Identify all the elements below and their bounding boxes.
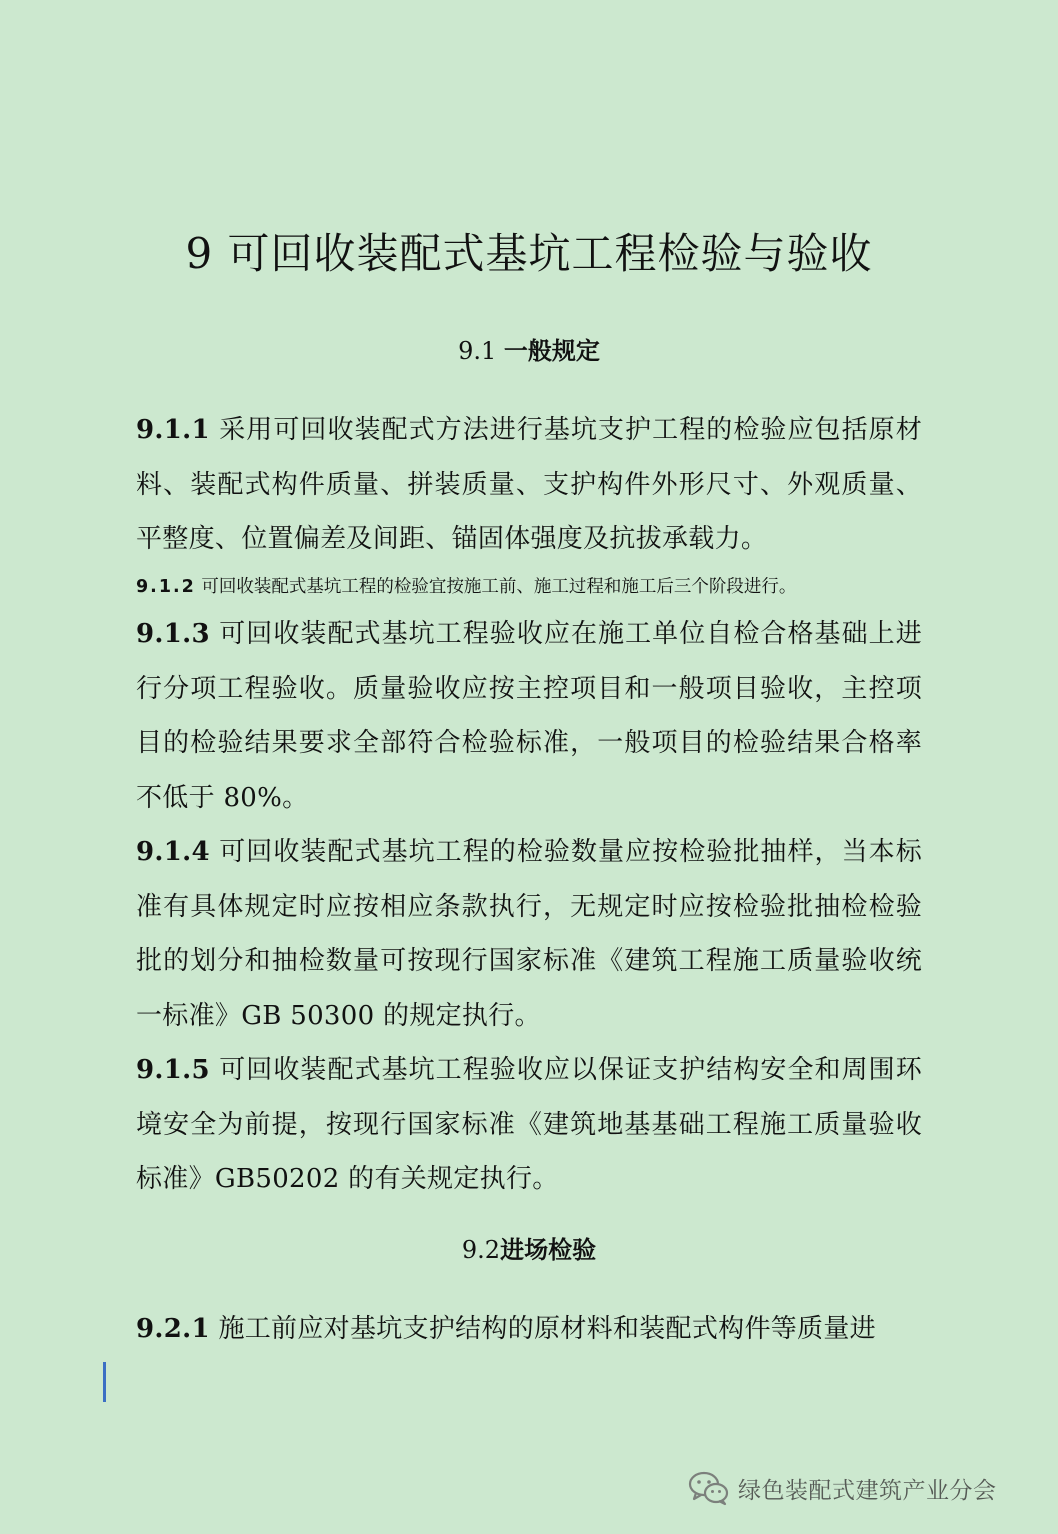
section-title: 进场检验 — [500, 1236, 597, 1264]
clause-text: 可回收装配式基坑工程的检验宜按施工前、施工过程和施工后三个阶段进行。 — [195, 577, 797, 597]
clause-number: 9.1.3 — [136, 619, 210, 649]
clause-9-1-5 — [136, 1043, 922, 1207]
clause-text: 可回收装配式基坑工程验收应在施工单位自检合格基础上进行分项工程验收。质量验收应按主控项目和一般项目验收，主控项目的检验结果要求全部符合检验标准，一般项目的检验结果合格率不低于 80%。 — [136, 619, 922, 813]
section-heading-9-2 — [0, 1233, 1058, 1267]
clause-number: 9.1.2 — [136, 577, 196, 597]
clause-9-1-3 — [136, 607, 922, 825]
section-title: 一般规定 — [503, 337, 600, 365]
clause-9-1-4 — [136, 825, 922, 1043]
clause-number: 9.1.4 — [136, 837, 210, 867]
clause-number: 9.2.1 — [136, 1314, 210, 1344]
clause-text: 可回收装配式基坑工程验收应以保证支护结构安全和周围环境安全为前提，按现行国家标准《建筑地基基础工程施工质量验收标准》GB50202 的有关规定执行。 — [136, 1055, 922, 1194]
clause-text: 施工前应对基坑支护结构的原材料和装配式构件等质量进 — [209, 1314, 876, 1344]
clause-9-1-2 — [136, 572, 936, 602]
clause-number: 9.1.1 — [136, 415, 210, 445]
page-title: 9 可回收装配式基坑工程检验与验收 — [185, 229, 873, 278]
clause-text: 采用可回收装配式方法进行基坑支护工程的检验应包括原材料、装配式构件质量、拼装质量、支护构件外形尺寸、外观质量、平整度、位置偏差及间距、锚固体强度及抗拔承载力。 — [136, 415, 922, 554]
clause-9-2-1 — [136, 1302, 922, 1357]
section-number: 9.2 — [461, 1236, 501, 1264]
clause-number: 9.1.5 — [136, 1055, 210, 1085]
section-heading-9-1 — [0, 334, 1058, 368]
watermark — [688, 1466, 997, 1510]
wechat-icon — [688, 1470, 730, 1506]
text-cursor — [103, 1362, 106, 1402]
clause-text: 可回收装配式基坑工程的检验数量应按检验批抽样，当本标准有具体规定时应按相应条款执行，无规定时应按检验批抽检检验批的划分和抽检数量可按现行国家标准《建筑工程施工质量验收统一标准》GB 50300 的规定执行。 — [136, 837, 922, 1031]
section-number: 9.1 — [458, 337, 497, 365]
clause-9-1-1 — [136, 403, 922, 567]
watermark-text: 绿色装配式建筑产业分会 — [738, 1477, 997, 1504]
